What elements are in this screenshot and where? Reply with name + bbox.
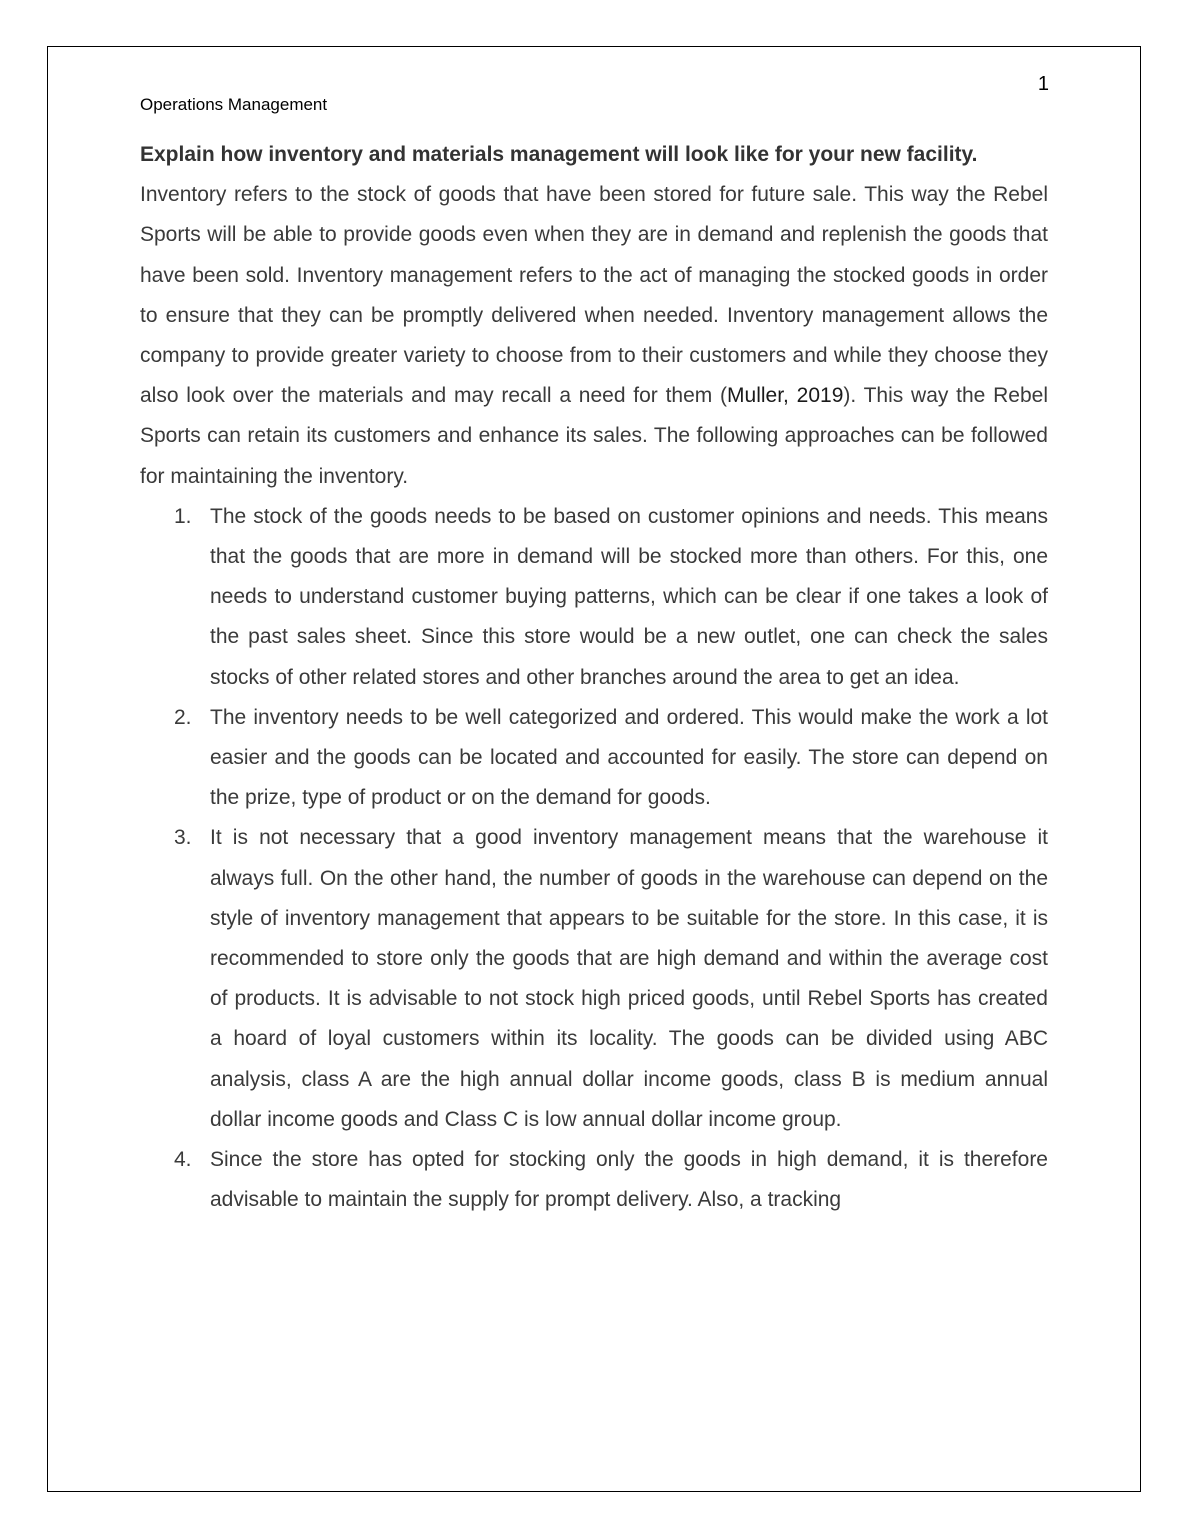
document-body (140, 135, 1048, 1220)
intro-text-start: Inventory refers to the stock of goods that have been stored for future sale. This way the Rebel Sports will be able to provide goods even when they are in demand and replenish the goods that have been sold. Inventory management refers to the act of managing the stocked goods in order to ensure that they can be promptly delivered when needed. Inventory management allows the company to provide greater variety to choose from to their customers and while they choose they also look over the materials and may recall a need for them ( (140, 183, 1048, 408)
list-item-text: Since the store has opted for stocking only the goods in high demand, it is therefore advisable to maintain the supply for prompt delivery. Also, a tracking (210, 1148, 1048, 1212)
list-item-text: The stock of the goods needs to be based on customer opinions and needs. This means that the goods that are more in demand will be stocked more than others. For this, one needs to understand customer buying patterns, which can be clear if one takes a look of the past sales sheet. Since this store would be a new outlet, one can check the sales stocks of other related stores and other branches around the area to get an idea. (210, 504, 1048, 689)
section-heading: Explain how inventory and materials management will look like for your new facility. (140, 143, 978, 166)
running-header: Operations Management (140, 95, 328, 114)
list-item-number: 2. (174, 705, 192, 729)
list-item (140, 1140, 1048, 1220)
approaches-list (140, 497, 1048, 1221)
list-item-number: 3. (174, 826, 192, 850)
list-item (140, 818, 1048, 1140)
list-item-number: 1. (174, 504, 192, 528)
intro-text-end: ). This way the Rebel Sports can retain its customers and enhance its sales. The following approaches can be followed for maintaining the inventory. (140, 384, 1048, 488)
list-item-text: The inventory needs to be well categorized and ordered. This would make the work a lot easier and the goods can be located and accounted for easily. The store can depend on the prize, type of product or on the demand for goods. (210, 705, 1048, 810)
page-number: 1 (1037, 73, 1049, 95)
list-item (140, 698, 1048, 819)
list-item (140, 497, 1048, 698)
list-item-text: It is not necessary that a good inventory management means that the warehouse it always full. On the other hand, the number of goods in the warehouse can depend on the style of inventory management that appears to be suitable for the store. In this case, it is recommended to store only the goods that are high demand and within the average cost of products. It is advisable to not stock high priced goods, until Rebel Sports has created a hoard of loyal customers within its locality. The goods can be divided using ABC analysis, class A are the high annual dollar income goods, class B is medium annual dollar income goods and Class C is low annual dollar income group. (210, 826, 1048, 1131)
citation: Muller, 2019 (727, 384, 844, 408)
list-item-number: 4. (174, 1148, 192, 1172)
intro-paragraph (140, 175, 1048, 497)
